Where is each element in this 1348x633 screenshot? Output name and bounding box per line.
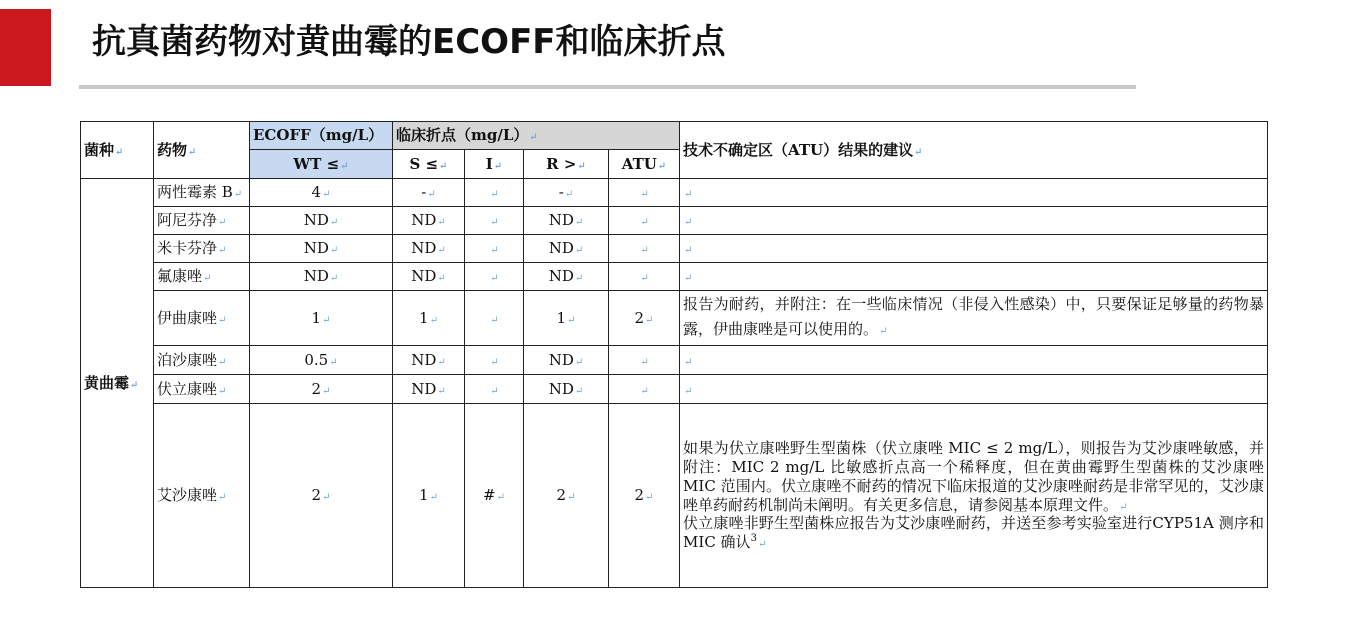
advice-cell: ↵	[680, 375, 1268, 404]
header-advice: 技术不确定区（ATU）结果的建议↵	[680, 122, 1268, 179]
advice-paragraph-1: 如果为伏立康唑野生型菌株（伏立康唑 MIC ≤ 2 mg/L），则报告为艾沙康唑敏感，并附注：MIC 2 mg/L 比敏感折点高一个稀释度，但在黄曲霉野生型菌株的艾沙康唑 MIC 范围内。伏立康唑不耐药的情况下临床报道的艾沙康唑耐药是非常罕见的，艾沙康唑单药耐药机制尚未阐明。有关更多信息，请参阅基本原理文件。↵	[683, 439, 1265, 514]
s-cell: ND↵	[393, 346, 465, 375]
s-cell: -↵	[393, 179, 465, 207]
advice-paragraph-2: 伏立康唑非野生型菌株应报告为艾沙康唑耐药，并送至参考实验室进行CYP51A 测序和 MIC 确认$^3$↵	[683, 514, 1265, 551]
i-cell: ↵	[465, 235, 524, 263]
s-cell: 1↵	[393, 404, 465, 588]
slide-title: 抗真菌药物对黄曲霉的ECOFF和临床折点	[92, 22, 726, 62]
r-cell: ND↵	[524, 207, 609, 235]
i-cell: ↵	[465, 179, 524, 207]
s-cell: ND↵	[393, 235, 465, 263]
i-cell: ↵	[465, 291, 524, 346]
wt-cell: ND↵	[250, 207, 393, 235]
drug-cell: 米卡芬净↵	[154, 235, 250, 263]
wt-cell: 2↵	[250, 375, 393, 404]
advice-cell: ↵	[680, 207, 1268, 235]
r-cell: ND↵	[524, 263, 609, 291]
header-wt: WT ≤↵	[250, 150, 393, 179]
atu-cell: 2↵	[609, 404, 680, 588]
wt-cell: 2↵	[250, 404, 393, 588]
header-s: S ≤↵	[393, 150, 465, 179]
s-cell: ND↵	[393, 375, 465, 404]
i-cell: ↵	[465, 207, 524, 235]
drug-cell: 伏立康唑↵	[154, 375, 250, 404]
accent-bar	[0, 9, 51, 86]
header-r: R >↵	[524, 150, 609, 179]
table-row	[81, 263, 1268, 291]
wt-cell: ND↵	[250, 263, 393, 291]
atu-cell: ↵	[609, 179, 680, 207]
wt-cell: ND↵	[250, 235, 393, 263]
header-drug: 药物↵	[154, 122, 250, 179]
header-atu: ATU↵	[609, 150, 680, 179]
drug-cell: 伊曲康唑↵	[154, 291, 250, 346]
drug-cell: 阿尼芬净↵	[154, 207, 250, 235]
r-cell: ND↵	[524, 375, 609, 404]
atu-cell: ↵	[609, 207, 680, 235]
wt-cell: 0.5↵	[250, 346, 393, 375]
header-clinical: 临床折点（mg/L）↵	[393, 122, 680, 150]
s-cell: ND↵	[393, 263, 465, 291]
atu-cell: ↵	[609, 375, 680, 404]
table-row	[81, 291, 1268, 346]
advice-cell: ↵	[680, 179, 1268, 207]
r-cell: ND↵	[524, 235, 609, 263]
breakpoint-table	[80, 121, 1268, 588]
r-cell: 2↵	[524, 404, 609, 588]
table-row	[81, 346, 1268, 375]
table-row	[81, 235, 1268, 263]
header-species: 菌种↵	[81, 122, 154, 179]
atu-cell: 2↵	[609, 291, 680, 346]
table-row	[81, 207, 1268, 235]
drug-cell: 两性霉素 B↵	[154, 179, 250, 207]
species-cell: 黄曲霉↵	[81, 179, 154, 588]
table-row	[81, 179, 1268, 207]
i-cell: #↵	[465, 404, 524, 588]
wt-cell: 1↵	[250, 291, 393, 346]
r-cell: 1↵	[524, 291, 609, 346]
i-cell: ↵	[465, 346, 524, 375]
i-cell: ↵	[465, 375, 524, 404]
drug-cell: 泊沙康唑↵	[154, 346, 250, 375]
s-cell: 1↵	[393, 291, 465, 346]
drug-cell: 艾沙康唑↵	[154, 404, 250, 588]
atu-cell: ↵	[609, 235, 680, 263]
header-i: I↵	[465, 150, 524, 179]
table-row	[81, 375, 1268, 404]
advice-cell: ↵	[680, 346, 1268, 375]
r-cell: -↵	[524, 179, 609, 207]
s-cell: ND↵	[393, 207, 465, 235]
advice-cell: ↵	[680, 263, 1268, 291]
r-cell: ND↵	[524, 346, 609, 375]
atu-cell: ↵	[609, 346, 680, 375]
title-divider	[79, 85, 1136, 89]
advice-cell	[680, 404, 1268, 588]
header-row-1	[81, 122, 1268, 150]
advice-cell: ↵	[680, 235, 1268, 263]
i-cell: ↵	[465, 263, 524, 291]
wt-cell: 4↵	[250, 179, 393, 207]
drug-cell: 氟康唑↵	[154, 263, 250, 291]
advice-cell: 报告为耐药，并附注：在一些临床情况（非侵入性感染）中，只要保证足够量的药物暴露，伊曲康唑是可以使用的。↵	[680, 291, 1268, 346]
header-ecoff: ECOFF（mg/L）	[250, 122, 393, 150]
atu-cell: ↵	[609, 263, 680, 291]
table-row	[81, 404, 1268, 588]
